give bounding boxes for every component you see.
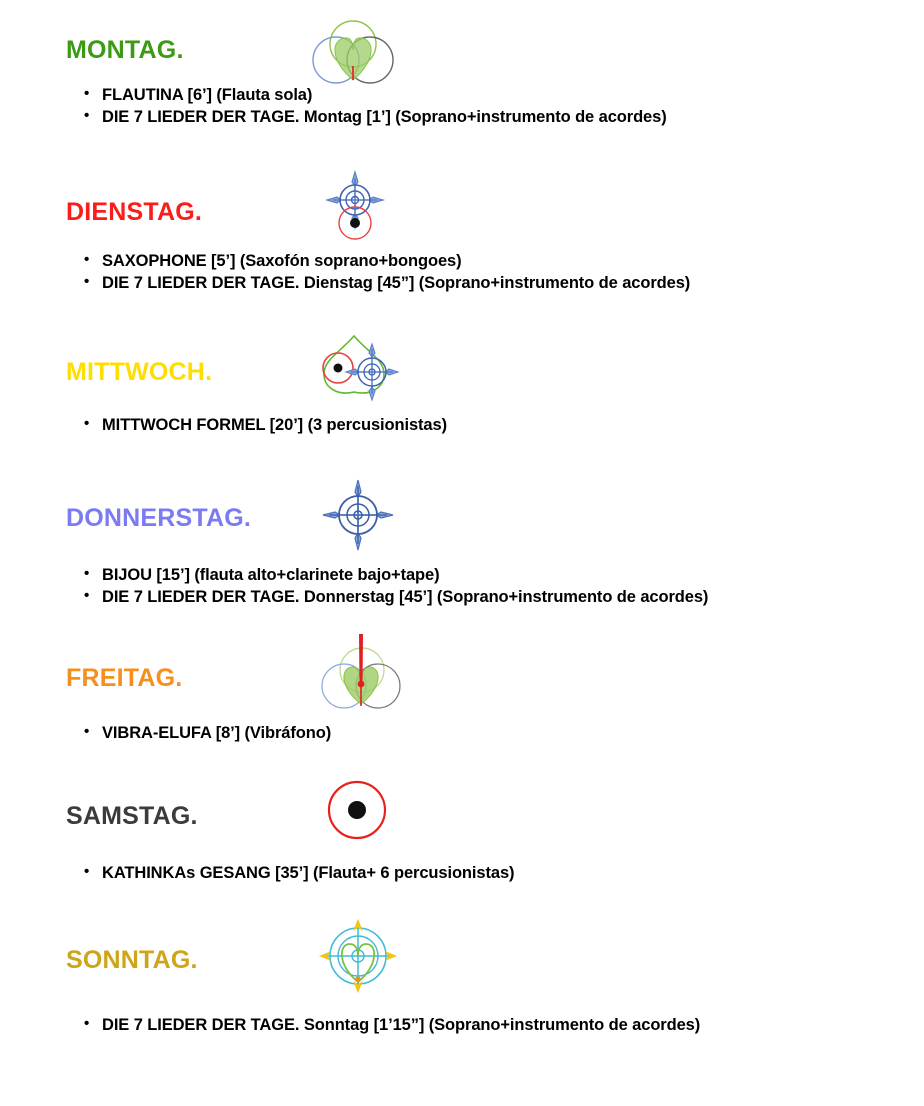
list-item: • DIE 7 LIEDER DER TAGE. Sonntag [1’15”] (Soprano+instrumento de acordes) [0,1014,924,1036]
dienstag-formula-icon [310,166,420,244]
mittwoch-formula-icon [300,330,410,408]
work-list-montag [0,84,924,128]
list-item: • SAXOPHONE [5’] (Saxofón soprano+bongoes) [0,250,924,272]
work-list-sonntag [0,1014,924,1036]
day-title-mittwoch: MITTWOCH. [66,358,213,386]
day-title-dienstag: DIENSTAG. [66,198,203,226]
work-list-mittwoch [0,414,924,436]
day-title-samstag: SAMSTAG. [66,802,198,830]
list-item: • BIJOU [15’] (flauta alto+clarinete bajo+tape) [0,564,924,586]
day-section-montag [0,0,924,128]
dienstag-header-row [0,166,924,234]
day-section-freitag [0,608,924,744]
list-item: • MITTWOCH FORMEL [20’] (3 percusionistas) [0,414,924,436]
work-list-dienstag [0,250,924,294]
donnerstag-header-row [0,476,924,548]
sonntag-formula-icon [310,916,420,994]
list-item: • DIE 7 LIEDER DER TAGE. Montag [1’] (Soprano+instrumento de acordes) [0,106,924,128]
day-section-mittwoch [0,294,924,436]
freitag-header-row [0,636,924,708]
freitag-formula-icon [300,634,410,712]
day-title-donnerstag: DONNERSTAG. [66,504,252,532]
work-list-samstag [0,862,924,884]
list-item: • DIE 7 LIEDER DER TAGE. Donnerstag [45’] (Soprano+instrumento de acordes) [0,586,924,608]
list-item: • KATHINKAs GESANG [35’] (Flauta+ 6 percusionistas) [0,862,924,884]
day-title-montag: MONTAG. [66,36,184,64]
day-section-sonntag [0,884,924,1036]
day-section-samstag [0,744,924,884]
sonntag-header-row [0,918,924,996]
list-item: • DIE 7 LIEDER DER TAGE. Dienstag [45”] (Soprano+instrumento de acordes) [0,272,924,294]
day-section-donnerstag [0,436,924,608]
samstag-formula-icon [318,778,428,856]
list-item: • VIBRA-ELUFA [8’] (Vibráfono) [0,722,924,744]
list-item: • FLAUTINA [6’] (Flauta sola) [0,84,924,106]
montag-header-row [0,16,924,78]
day-title-sonntag: SONNTAG. [66,946,198,974]
day-section-dienstag [0,128,924,294]
donnerstag-formula-icon [312,476,422,554]
work-list-freitag [0,722,924,744]
samstag-header-row [0,780,924,846]
work-list-donnerstag [0,564,924,608]
mittwoch-header-row [0,330,924,400]
day-title-freitag: FREITAG. [66,664,183,692]
